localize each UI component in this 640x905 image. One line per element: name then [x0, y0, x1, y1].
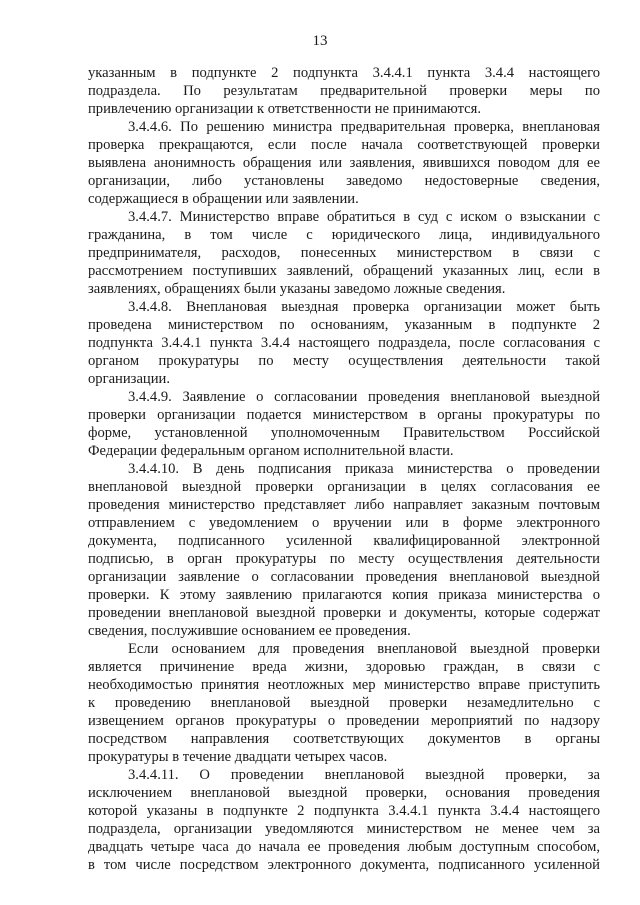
- text-line: содержащиеся в обращении или заявлении.: [88, 191, 359, 207]
- text-line: организации, либо установлены заведомо недостоверные сведения,: [88, 173, 600, 189]
- text-line: 3.4.4.11. О проведении внеплановой выездной проверки, за: [128, 767, 600, 783]
- text-line: двадцать четыре часа до начала ее проведения любым доступным способом,: [88, 839, 600, 855]
- paragraph-3-4-4-7: [88, 208, 600, 298]
- document-body: [88, 64, 600, 874]
- text-line: проведения министерство представляет либо направляет заказным почтовым: [88, 497, 600, 513]
- text-line: проведена министерством по основаниям, указанным в подпункте 2: [88, 317, 600, 333]
- text-line: органом прокуратуры по месту осуществления деятельности такой: [88, 353, 600, 369]
- text-line: в том числе посредством электронного документа, подписанного усиленной: [88, 857, 600, 873]
- text-line: предпринимателя, расходов, понесенных министерством в связи с: [88, 245, 600, 261]
- paragraph-urgent-inspection: [88, 640, 600, 766]
- text-line: 3.4.4.6. По решению министра предварительная проверка, внеплановая: [128, 119, 600, 135]
- text-line: 3.4.4.8. Внеплановая выездная проверка организации может быть: [128, 299, 600, 315]
- text-line: подпункта 3.4.4.1 пункта 3.4.4 настоящего подраздела, после согласования с: [88, 335, 600, 351]
- text-line: к проведению внеплановой выездной проверки незамедлительно с: [88, 695, 600, 711]
- paragraph-3-4-4-6: [88, 118, 600, 208]
- paragraph-3-4-4-9: [88, 388, 600, 460]
- text-line: извещением органов прокуратуры о проведении мероприятий по надзору: [88, 713, 600, 729]
- text-line: организации.: [88, 371, 170, 387]
- text-line: Федерации федеральным органом исполнительной власти.: [88, 443, 454, 459]
- text-line: рассмотрением поступивших заявлений, обращений указанных лиц, если в: [88, 263, 600, 279]
- text-line: 3.4.4.9. Заявление о согласовании проведения внеплановой выездной: [128, 389, 600, 405]
- text-line: является причинение вреда жизни, здоровью граждан, в связи с: [88, 659, 600, 675]
- text-line: внеплановой выездной проверки организации в целях согласования ее: [88, 479, 600, 495]
- text-line: необходимостью принятия неотложных мер министерство вправе приступить: [88, 677, 600, 693]
- text-line: документа, подписанного усиленной квалифицированной электронной: [88, 533, 600, 549]
- text-line: 3.4.4.10. В день подписания приказа министерства о проведении: [128, 461, 600, 477]
- text-line: проведении внеплановой выездной проверки и документы, которые содержат: [88, 605, 600, 621]
- text-line: привлечению организации к ответственности не принимаются.: [88, 101, 481, 117]
- text-line: подраздела. По результатам предварительной проверки меры по: [88, 83, 600, 99]
- text-line: 3.4.4.7. Министерство вправе обратиться в суд с иском о взыскании с: [128, 209, 600, 225]
- text-line: сведения, послужившие основанием ее проведения.: [88, 623, 411, 639]
- text-line: Если основанием для проведения внеплановой выездной проверки: [128, 641, 600, 657]
- text-line: указанным в подпункте 2 подпункта 3.4.4.1 пункта 3.4.4 настоящего: [88, 65, 600, 81]
- text-line: выявлена анонимность обращения или заявления, явившихся поводом для ее: [88, 155, 600, 171]
- text-line: заявлениях, обращениях были указаны заведомо ложные сведения.: [88, 281, 506, 297]
- text-line: подписью, в орган прокуратуры по месту осуществления деятельности: [88, 551, 600, 567]
- text-line: гражданина, в том числе с юридического лица, индивидуального: [88, 227, 600, 243]
- text-line: подраздела, организации уведомляются министерством не менее чем за: [88, 821, 600, 837]
- text-line: организации заявление о согласовании проведения внеплановой выездной: [88, 569, 600, 585]
- paragraph-3-4-4-10: [88, 460, 600, 640]
- text-line: посредством направления соответствующих документов в органы: [88, 731, 600, 747]
- text-line: которой указаны в подпункте 2 подпункта 3.4.4.1 пункта 3.4.4 настоящего: [88, 803, 600, 819]
- text-line: проверки. К этому заявлению прилагаются копия приказа министерства о: [88, 587, 600, 603]
- paragraph-3-4-4-11: [88, 766, 600, 874]
- text-line: исключением внеплановой выездной проверки, основания проведения: [88, 785, 600, 801]
- text-line: отправлением с уведомлением о вручении или в форме электронного: [88, 515, 600, 531]
- paragraph-3-4-4-8: [88, 298, 600, 388]
- text-line: проверки организации подается министерством в органы прокуратуры по: [88, 407, 600, 423]
- text-line: прокуратуры в течение двадцати четырех часов.: [88, 749, 388, 765]
- page-number: 13: [312, 33, 328, 49]
- text-line: проверка прекращаются, если после начала соответствующей проверки: [88, 137, 600, 153]
- paragraph-continuation: [88, 64, 600, 118]
- text-line: форме, установленной уполномоченным Правительством Российской: [88, 425, 600, 441]
